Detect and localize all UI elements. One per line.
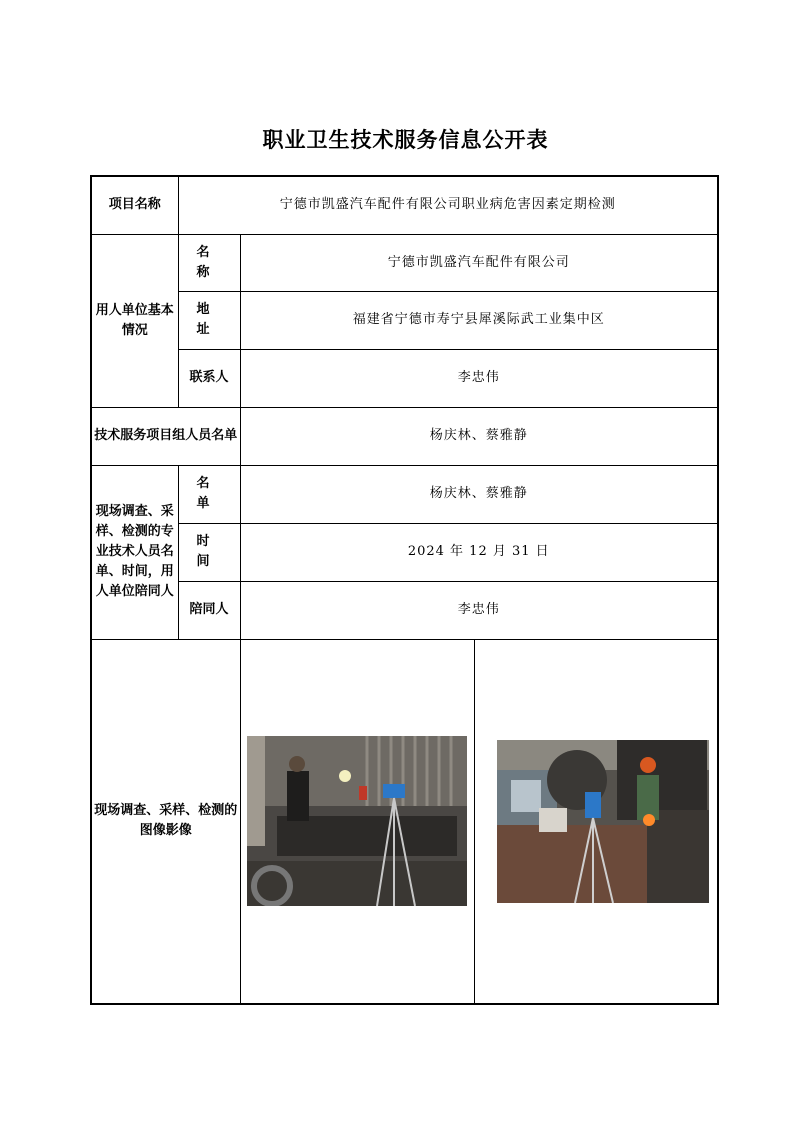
survey-list-label: 名 单: [178, 465, 240, 523]
row-images: [91, 639, 718, 1004]
row-survey-escort: [91, 581, 718, 639]
row-employer-address: [91, 291, 718, 349]
row-survey-list: [91, 465, 718, 523]
photo-cell-1: [240, 639, 474, 1004]
employer-name-value: 宁德市凯盛汽车配件有限公司: [240, 234, 718, 291]
site-photo-1: [247, 736, 467, 906]
survey-list-value: 杨庆林、蔡雅静: [240, 465, 718, 523]
site-photo-2: [497, 740, 709, 903]
survey-escort-value: 李忠伟: [240, 581, 718, 639]
info-table: [90, 175, 719, 1005]
employer-address-label: 地 址: [178, 291, 240, 349]
employer-contact-value: 李忠伟: [240, 349, 718, 407]
employer-label: 用人单位基本情况: [91, 234, 178, 407]
project-name-label: 项目名称: [91, 176, 178, 234]
employer-contact-label: 联系人: [178, 349, 240, 407]
row-project-name: [91, 176, 718, 234]
row-team: [91, 407, 718, 465]
survey-time-label: 时 间: [178, 523, 240, 581]
page-title: 职业卫生技术服务信息公开表: [262, 128, 549, 152]
images-label: 现场调查、采样、检测的图像影像: [91, 639, 240, 1004]
survey-label: 现场调查、采样、检测的专业技术人员名单、时间，用人单位陪同人: [91, 465, 178, 639]
project-name-value: 宁德市凯盛汽车配件有限公司职业病危害因素定期检测: [178, 176, 718, 234]
row-survey-time: [91, 523, 718, 581]
team-value: 杨庆林、蔡雅静: [240, 407, 718, 465]
team-label: 技术服务项目组人员名单: [91, 407, 240, 465]
employer-address-value: 福建省宁德市寿宁县犀溪际武工业集中区: [240, 291, 718, 349]
employer-name-label: 名 称: [178, 234, 240, 291]
row-employer-name: [91, 234, 718, 291]
photo-cell-2: [474, 639, 718, 1004]
survey-escort-label: 陪同人: [178, 581, 240, 639]
row-employer-contact: [91, 349, 718, 407]
survey-time-value: 2024 年 12 月 31 日: [240, 523, 718, 581]
